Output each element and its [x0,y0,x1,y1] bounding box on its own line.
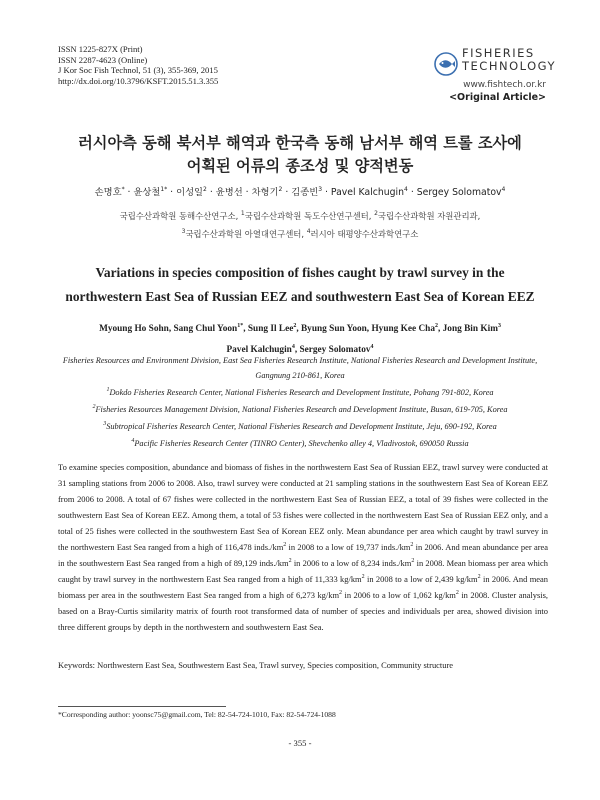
author-name: 윤상철 [133,187,161,198]
abstract-text: in 2008. Mean biomass per area which caught by trawl survey in the northwestern East Sea ranged from a high of 11,333 kg/km [58,558,548,584]
abstract-text: in 2008. Cluster analysis, based on a Bray-Curtis similarity matrix of fourth root transformed data of number of species and individuals per area, showed division into three different groups by depth in the northwestern and southwestern East Sea. [58,590,549,632]
korean-authors [0,184,600,198]
issn-online: ISSN 2287-4623 (Online) [58,54,148,65]
logo-line-2: TECHNOLOGY [462,59,557,73]
affiliation-mark: 3 [181,227,186,235]
author-affiliation-mark: 2 [435,323,438,329]
author-name: Hyung Kee Cha [371,324,435,335]
author-name: Sergey Solomatov [299,345,371,356]
author-name: 손명호 [94,187,122,198]
author-separator: , [294,345,300,356]
corresponding-author-footnote: *Corresponding author: yoonsc75@gmail.com, Tel: 82-54-724-1010, Fax: 82-54-724-1088 [58,710,336,719]
page-number: - 355 - [288,738,312,748]
abstract-text: in 2008 to a low of 2,439 kg/km [364,574,478,584]
unit-superscript: 2 [455,590,459,597]
affiliation-text: Pacific Fisheries Research Center (TINRO Center), Shevchenko alley 4, Vladivostok, 690050 Russia [134,439,469,449]
affiliation-mark: 1 [240,210,245,217]
journal-header [58,44,557,104]
unit-superscript: 2 [283,542,287,549]
affiliation-mark: 1 [106,387,110,394]
author-name: Sang Chul Yoon [173,324,238,335]
affiliation-text: 국립수산과학원 독도수산연구센터, [244,210,375,221]
unit-superscript: 2 [477,574,481,581]
affiliation-mark: 2 [374,210,378,217]
author-separator: · [322,187,331,198]
affiliation-text: Dokdo Fisheries Research Center, National Fisheries Research and Development Institute, Pohang 791-802, Korea [109,388,494,398]
journal-logo [430,44,557,104]
journal-reference: J Kor Soc Fish Technol, 51 (3), 355-369, 2015 [58,65,218,76]
author-name: 김종빈 [291,187,319,198]
korean-affiliations [0,206,600,242]
unit-superscript: 2 [410,542,414,549]
affiliation-mark: 3 [103,421,107,428]
abstract-text: in 2008 to a low of 19,737 inds./km [286,542,411,552]
affiliation-text: 국립수산과학원 동해수산연구소, [119,210,241,221]
author-affiliation-mark: 2 [278,185,283,193]
author-affiliation-mark: 1* [237,323,244,329]
affiliation-mark: 4 [131,438,135,445]
korean-title-line-2: 어획된 어류의 종조성 및 양적변동 [186,157,414,175]
author-affiliation-mark: 2 [203,185,207,193]
korean-affiliations-line-2 [0,224,600,242]
author-affiliation-mark: * [121,185,125,193]
affiliation-text: 국립수산과학원 아열대연구센터, [185,228,307,239]
doi-link[interactable]: http://dx.doi.org/10.3796/KSFT.2015.51.3.355 [58,75,219,86]
footnote-divider [58,706,226,707]
author-separator: , [296,324,301,335]
affiliation-text: Fisheries Resources Management Division, National Fisheries Research and Development Institute, Busan, 619-705, Korea [95,405,508,415]
abstract-text: in 2006 to a low of 1,062 kg/km [342,590,456,600]
author-affiliation-mark: 4 [370,344,374,351]
unit-superscript: 2 [361,574,365,581]
affiliation-line [48,434,552,451]
logo-line-1: FISHERIES [462,46,535,60]
author-separator: · [242,187,252,198]
author-separator: · [407,187,417,198]
affiliation-line [48,417,552,434]
logo-wordmark [462,47,556,73]
author-name: Sergey Solomatov [416,187,502,198]
author-affiliation-mark: 3 [497,323,501,329]
affiliation-line [48,400,552,417]
fish-logo-icon [434,52,458,76]
affiliation-line [48,383,552,400]
author-separator: · [206,187,216,198]
author-affiliation-mark: 2 [293,323,297,329]
abstract [58,459,548,635]
abstract-text: in 2006 to a low of 8,234 inds./km [291,558,412,568]
author-name: Jong Bin Kim [442,324,498,335]
article-type-label: <Original Article> [449,92,546,103]
affiliation-text: Fisheries Resources and Environment Division, East Sea Fisheries Research Institute, National Fisheries Research and Development Institute, Gangnung 210-861, Korea [62,356,538,381]
author-name: 이성일 [176,187,204,198]
affiliation-text: Subtropical Fisheries Research Center, National Fisheries Research and Development Institute, Jeju, 690-192, Korea [106,422,497,432]
english-title-line-2: northwestern East Sea of Russian EEZ and southwestern East Sea of Korean EEZ [65,289,535,304]
author-separator: , [168,324,174,335]
affiliation-text: 러시아 태평양수산과학연구소 [310,228,419,239]
author-affiliation-mark: 4 [291,344,295,351]
author-name: 윤병선 [215,187,243,198]
korean-affiliations-line-1 [0,206,600,224]
abstract-text: in 2006. And mean abundance per area in the southwestern East Sea ranged from a high of 89,129 inds./km [58,542,549,568]
author-separator: · [167,187,177,198]
english-title-line-1: Variations in species composition of fishes caught by trawl survey in the [95,265,505,280]
author-name: Myoung Ho Sohn [99,324,169,335]
author-name: Sung Il Lee [247,324,294,335]
keywords: Keywords: Northwestern East Sea, Southwestern East Sea, Trawl survey, Species composition, Community structure [58,660,454,670]
english-title [0,261,600,309]
author-name: 차형기 [251,187,279,198]
affiliation-mark: 4 [306,227,311,235]
author-affiliation-mark: 1* [160,185,168,193]
author-separator: , [366,324,372,335]
english-affiliations [48,353,552,451]
author-name: Pavel Kalchugin [226,345,292,356]
author-affiliation-mark: 4 [501,185,506,193]
korean-title-line-1: 러시아측 동해 북서부 해역과 한국측 동해 남서부 해역 트롤 조사에 [78,134,522,152]
unit-superscript: 2 [288,558,292,565]
unit-superscript: 2 [411,558,415,565]
issn-print: ISSN 1225-827X (Print) [58,44,143,54]
author-separator: · [124,187,134,198]
unit-superscript: 2 [339,590,343,597]
author-separator: · [282,187,292,198]
journal-info [58,44,218,86]
journal-website[interactable]: www.fishtech.or.kr [463,80,546,90]
korean-title [0,132,600,178]
author-separator: , [438,324,443,335]
abstract-text: To examine species composition, abundance and biomass of fishes in the northwestern East Sea of Russian EEZ, trawl survey were conducted at 31 sampling stations from 2006 to 2008. Also, trawl survey were conducted at 21 sampling stations in the southwestern East Sea of Korean EEZ from 2006 to 2008. A total of 67 fishes were collected in the northwestern East Sea of Russian EEZ, a total of 39 fishes were collected in the southwestern East Sea of Korean EEZ. Among them, a total of 53 fishes were collected in the northwestern East Sea of Russian EEZ only, and a total of 25 fishes were collected in the southwestern East Sea of Korean EEZ only. Mean abundance per area which caught by trawl survey in the northwestern East Sea ranged from a high of 116,478 inds./km [58,462,548,552]
author-name: Byung Sun Yoon [300,324,367,335]
author-affiliation-mark: 4 [404,185,408,193]
author-name: Pavel Kalchugin [330,187,405,198]
abstract-text: in 2006. And mean biomass per area in the southwestern East Sea ranged from a high of 6,273 kg/km [58,574,548,600]
affiliation-mark: 2 [92,404,96,411]
affiliation-line [48,353,552,383]
author-separator: , [243,324,248,335]
affiliation-text: 국립수산과학원 자원관리과, [377,210,481,221]
english-authors-line-1 [0,317,600,338]
author-affiliation-mark: 3 [318,185,323,193]
